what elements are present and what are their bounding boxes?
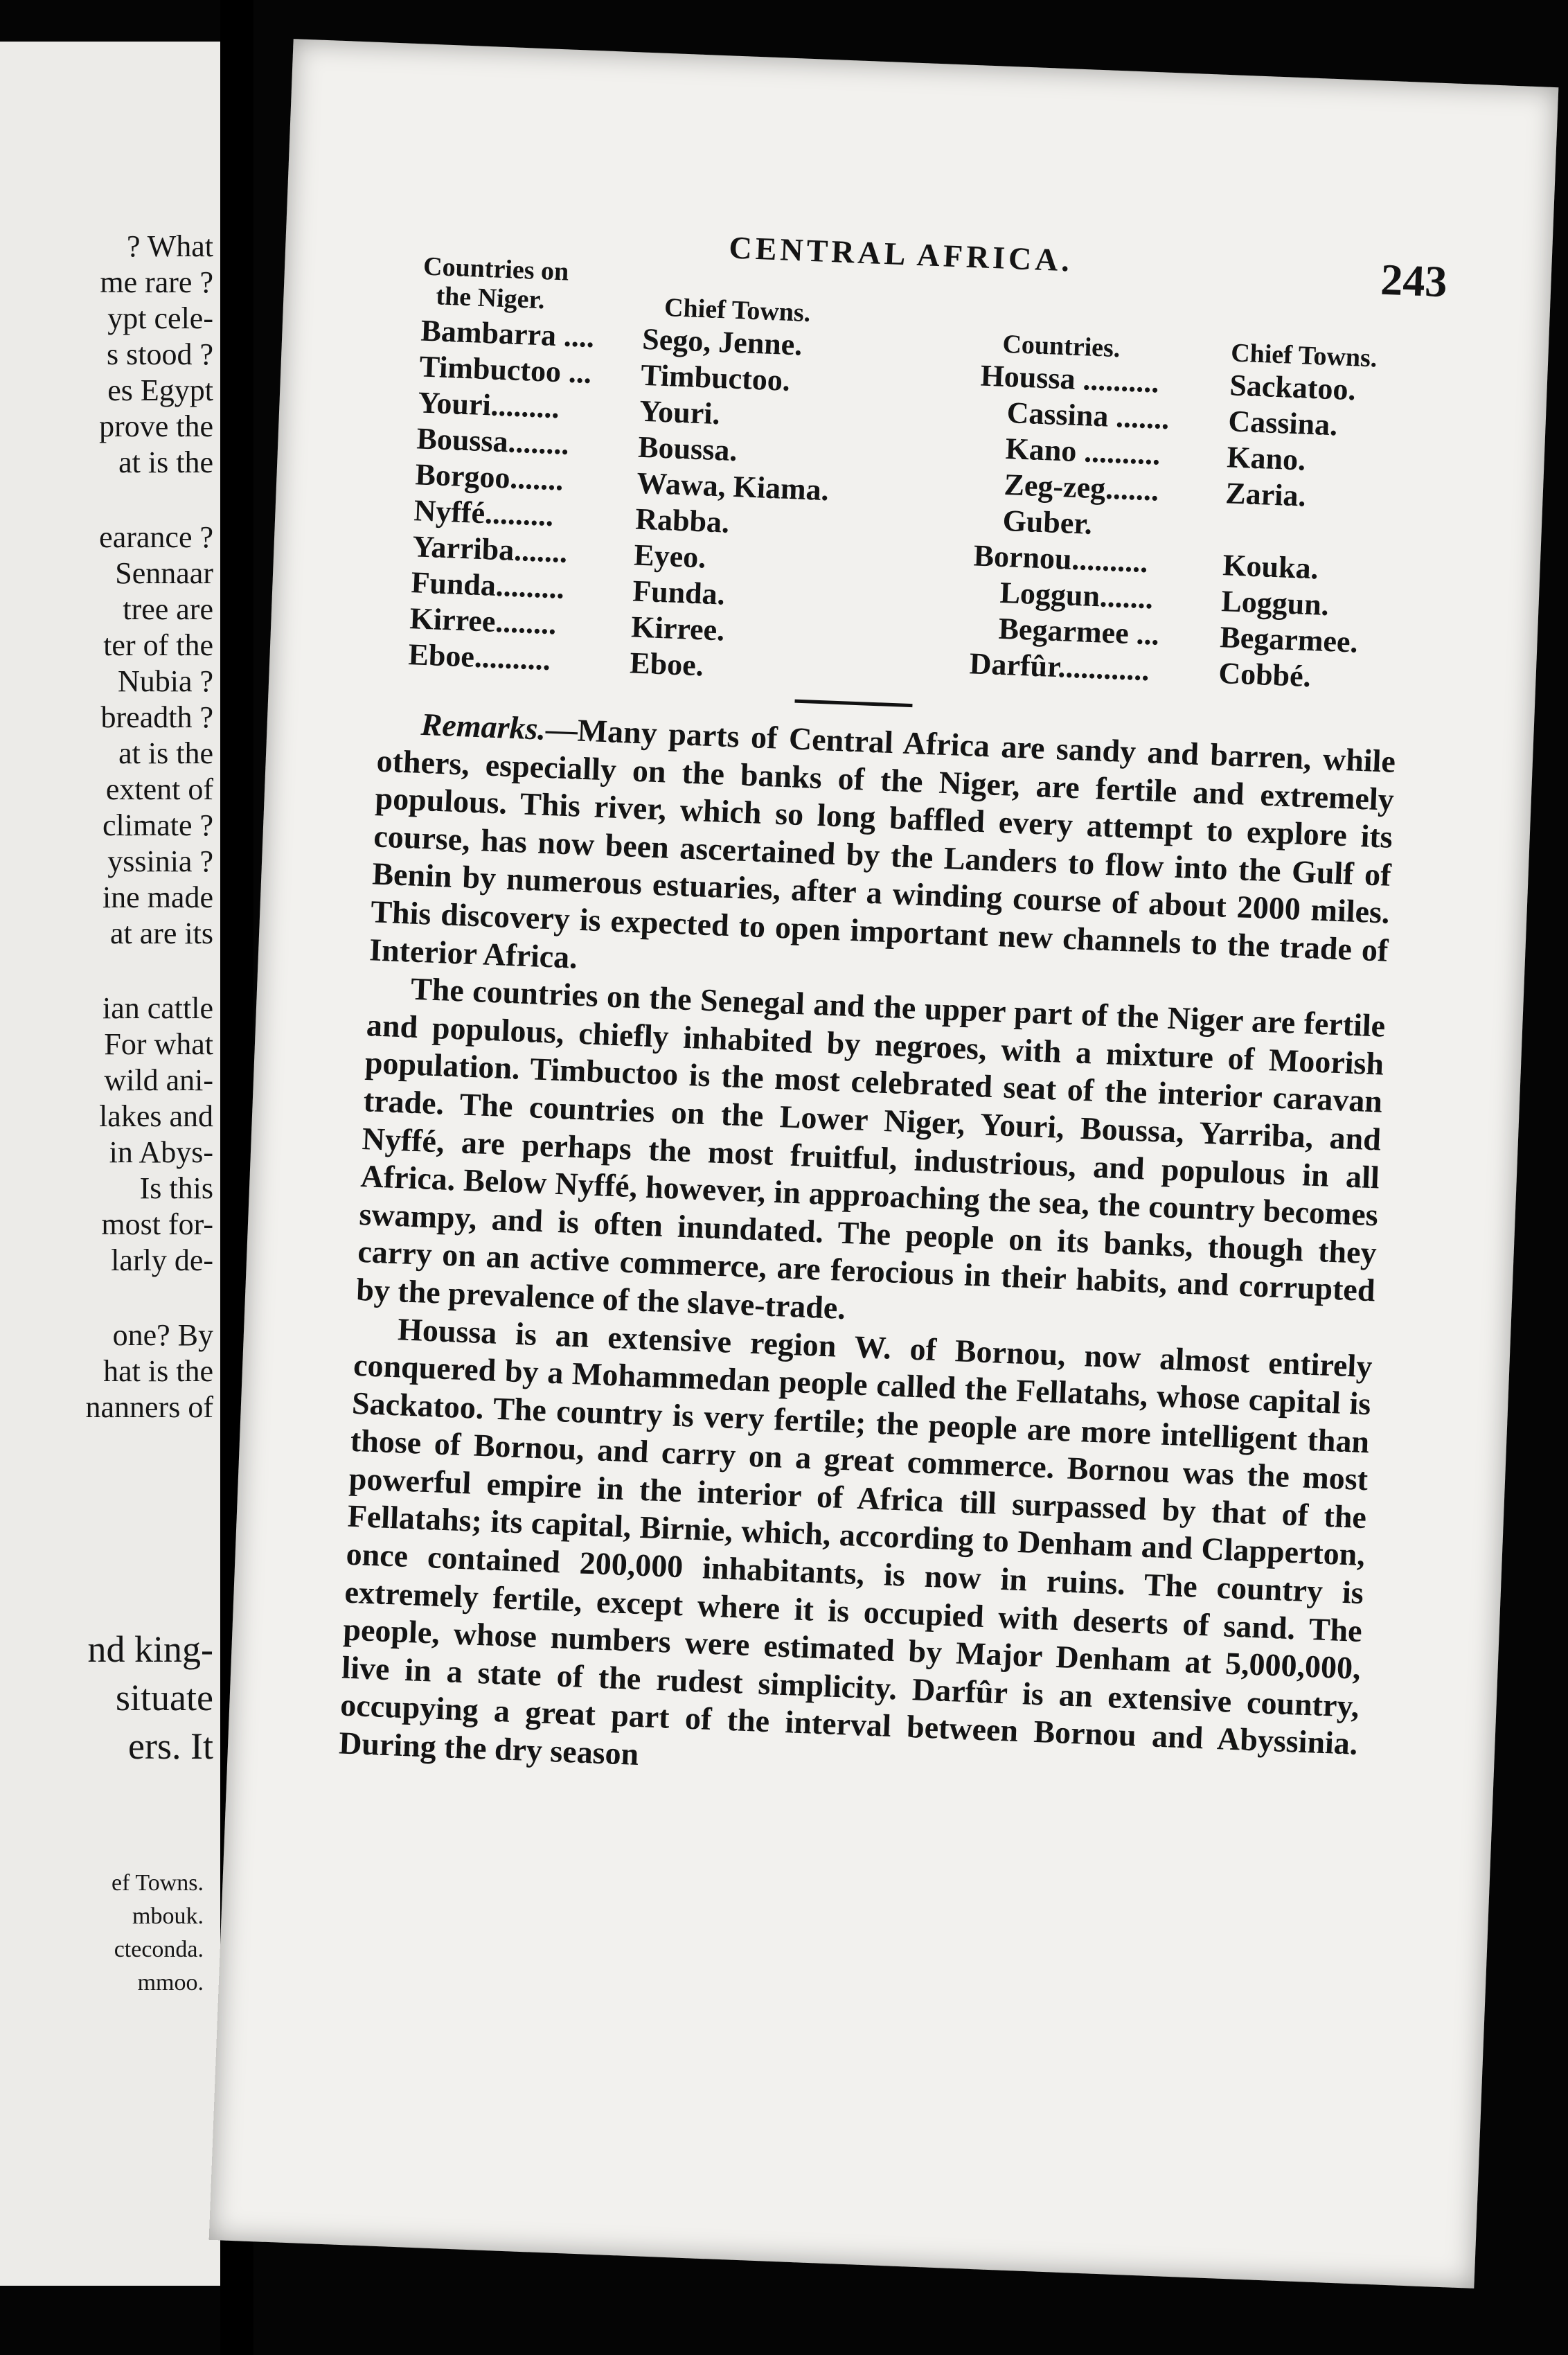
table-row: Yarriba....... Eyeo.	[411, 529, 707, 575]
left-page-line: extent of	[105, 772, 213, 806]
left-page-line: me rare ?	[100, 265, 213, 299]
left-page-line: at is the	[118, 445, 213, 479]
table-row: Borgoo....... Wawa, Kiama.	[414, 457, 830, 508]
table-row: Eboe.......... Eboe.	[407, 637, 704, 683]
left-page-line: hat is the	[103, 1354, 213, 1388]
left-page-line: ? What	[126, 229, 213, 263]
table-row: Boussa........ Boussa.	[416, 421, 738, 468]
book-page-243	[209, 39, 1559, 2289]
table-row: Cassina ....... Cassina.	[1006, 396, 1339, 443]
left-page-line: at are its	[109, 916, 213, 950]
left-page-line: ian cattle	[102, 991, 213, 1025]
left-page-line: earance ?	[99, 520, 213, 554]
left-page-line: most for-	[101, 1207, 213, 1241]
left-page-line: mmoo.	[137, 1970, 204, 1996]
left-page-line: s stood ?	[107, 337, 213, 371]
table-header-towns: Chief Towns.	[663, 292, 812, 328]
left-page-line: ter of the	[103, 628, 213, 662]
table-header-countries: Countries on the Niger. Chief Towns.	[422, 251, 812, 328]
left-page-line: situate	[116, 1677, 213, 1718]
left-page-line: nd king-	[87, 1628, 213, 1670]
table-row: Funda......... Funda.	[410, 565, 726, 612]
table-row: Bambarra .... Sego, Jenne.	[420, 313, 803, 362]
left-page-line: in Abys-	[109, 1135, 213, 1169]
left-page-line: lakes and	[99, 1099, 213, 1133]
left-page-fragment	[0, 42, 220, 2286]
left-page-line: larly de-	[111, 1243, 213, 1277]
running-head: CENTRAL AFRICA.	[728, 229, 1073, 278]
table-header-countries: Countries.	[1001, 329, 1121, 364]
left-page-line: mbouk.	[132, 1903, 204, 1929]
niger-countries-table	[408, 252, 837, 688]
left-page-line: tree are	[123, 592, 213, 626]
left-page-line: es Egypt	[107, 373, 213, 407]
central-countries-table	[969, 329, 1378, 697]
paragraph-remarks: Remarks.—Many parts of Central Africa are sandy and barren, while others, especially on the banks of the Niger, are fertile and extremely populous. This river, which so long baffled every attempt to explore its course, has now been ascertained by the Landers to flow into the Gulf of Benin by numerous estuaries, after a winding course of about 2000 miles. This discovery is expected to open important new channels to the trade of Interior Africa.	[368, 706, 1396, 975]
paragraph: Houssa is an extensive region W. of Bornou, now almost entirely conquered by a Mohammedan people called the Fellatahs, whose capital is Sackatoo. The country is very fertile; the people are more intelligent than those of Bornou, and carry on a great commerce. Bornou was the most powerful empire in the interior of Africa till surpassed by that of the Fellatahs; its capital, Birnie, which, according to Denham and Clapperton, once contained 200,000 inhabitants, is now in ruins. The country is extremely fertile, except where it is occupied with deserts of sand. The people, whose numbers were estimated by Major Denham at 5,000,000, live in a state of the rudest simplicity. Darfûr is an extensive country, occupying a great part of the interval between Bornou and Abyssinia. During the dry season	[338, 1310, 1373, 1772]
left-page-line: one? By	[112, 1318, 213, 1352]
table-row: Bornou.......... Kouka.	[972, 538, 1319, 586]
table-header-towns: Chief Towns.	[1230, 338, 1378, 373]
table-row: Houssa .......... Sackatoo.	[979, 358, 1357, 407]
table-row: Youri......... Youri.	[417, 385, 721, 432]
left-page-line: wild ani-	[104, 1063, 213, 1097]
body-text	[338, 704, 1396, 1802]
table-row: Begarmee ... Begarmee.	[997, 611, 1359, 659]
table-row: Zeg-zeg....... Zaria.	[1003, 467, 1307, 513]
left-page-line: breadth ?	[100, 700, 213, 734]
page-number: 243	[1380, 254, 1448, 307]
section-divider	[794, 700, 912, 708]
left-page-line: For what	[104, 1027, 213, 1061]
left-page-line: climate ?	[102, 808, 213, 842]
left-page-line: yssinia ?	[107, 844, 213, 878]
table-row: Darfûr............ Cobbé.	[968, 646, 1312, 694]
left-page-line: at is the	[118, 736, 213, 770]
left-page-line: nanners of	[85, 1390, 213, 1424]
left-page-line: ypt cele-	[107, 301, 213, 335]
table-row: Loggun....... Loggun.	[999, 575, 1330, 623]
left-page-line: Nubia ?	[117, 664, 213, 698]
remarks-label: Remarks.	[420, 706, 546, 747]
table-row: Kano .......... Kano.	[1004, 432, 1307, 477]
left-page-line: ine made	[102, 880, 213, 914]
table-row: Nyffé......... Rabba.	[413, 493, 731, 540]
left-page-line: Is this	[139, 1171, 213, 1205]
left-page-line: prove the	[99, 409, 213, 443]
left-page-line: Sennaar	[115, 556, 213, 590]
left-page-line: ers. It	[128, 1725, 213, 1767]
left-page-line: cteconda.	[114, 1937, 204, 1962]
table-row: Timbuctoo ... Timbuctoo.	[418, 349, 791, 398]
table-row: Guber.	[1001, 503, 1093, 541]
table-row: Kirree........ Kirree.	[409, 601, 726, 648]
left-page-line: ef Towns.	[112, 1870, 204, 1896]
paragraph: The countries on the Senegal and the upper part of the Niger are fertile and populous, chiefly inhabited by negroes, with a mixture of Moorish population. Timbuctoo is the most celebrated seat of the interior caravan trade. The countries on the Lower Niger, Youri, Boussa, Yarriba, and Nyffé, are perhaps the most fruitful, industrious, and populous in all Africa. Below Nyffé, however, in approaching the sea, the country becomes swampy, and is often inundated. The people on its banks, though they carry on an active commerce, are ferocious in their habits, and corrupted by the prevalence of the slave-trade.	[355, 970, 1387, 1326]
